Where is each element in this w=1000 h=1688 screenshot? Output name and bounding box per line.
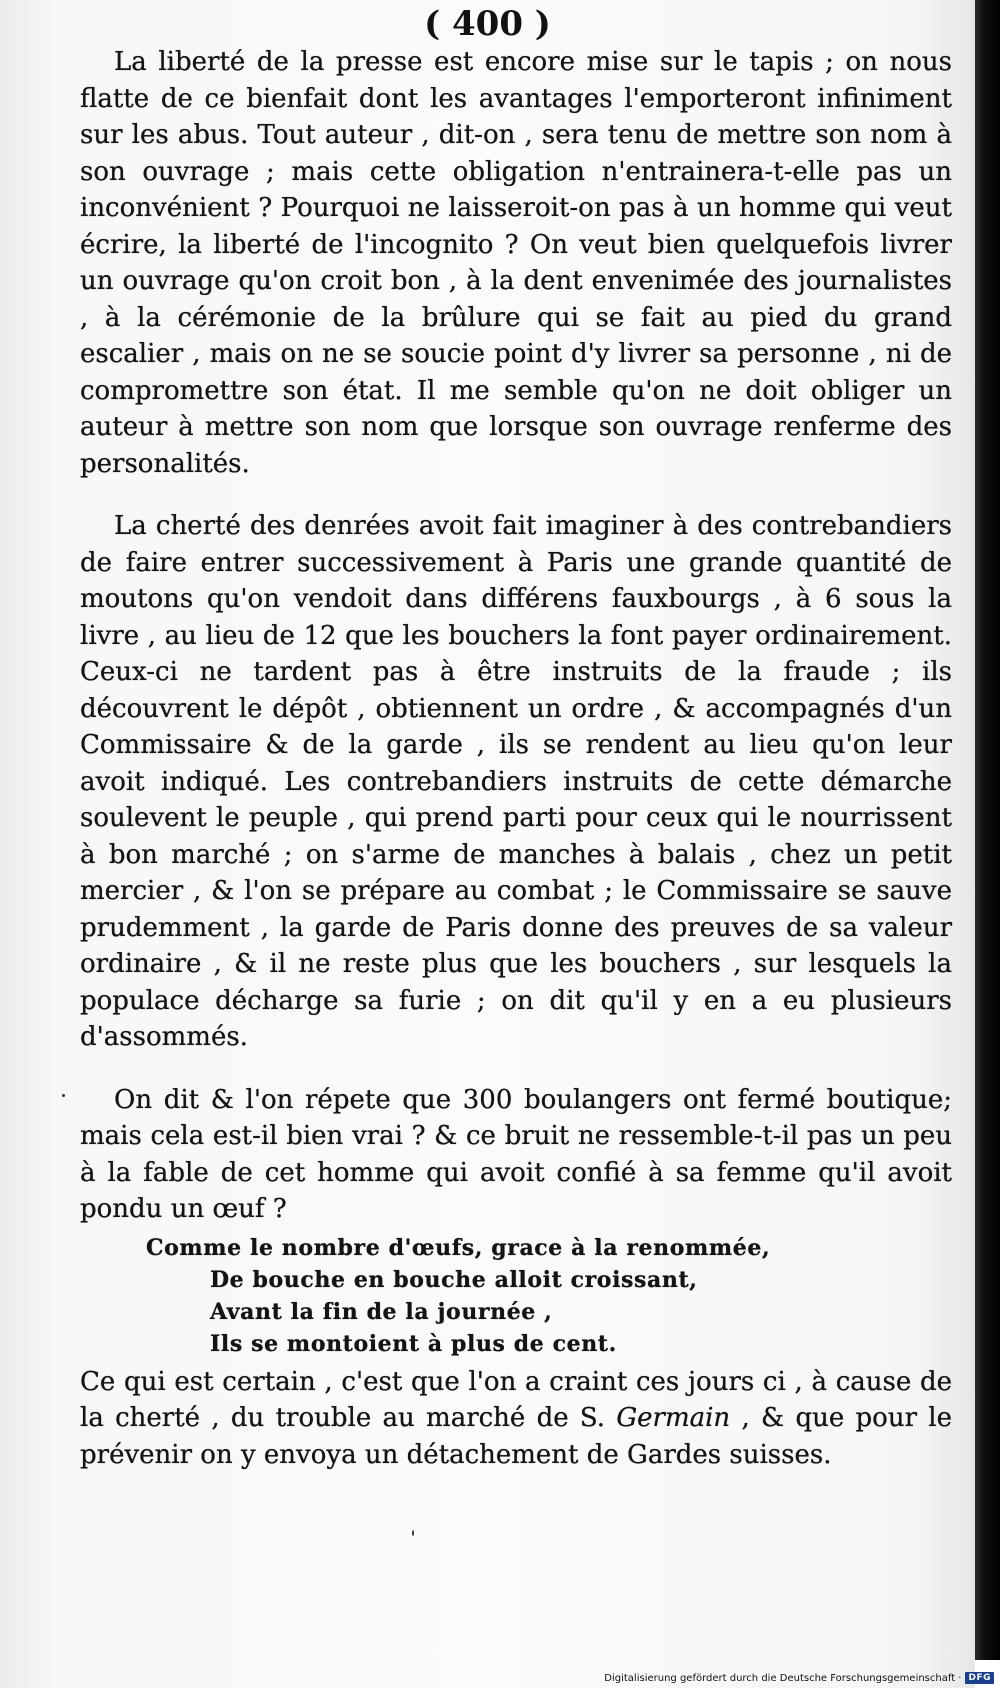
page-number: ( 400 )	[424, 4, 551, 44]
paragraph-press-freedom: La liberté de la presse est encore mise sur le tapis ; on nous flatte de ce bienfait dont les avantages l'emporteront infiniment sur les abus. Tout auteur , dit-on , sera tenu de mettre son nom à son ouvrage ; mais cette obligation n'entrainera-t-elle pas un inconvénient ? Pourquoi ne laisseroit-on pas à un homme qui veut écrire, la liberté de l'incognito ? On veut bien quelquefois livrer un ouvrage qu'on croit bon , à la dent envenimée des journalistes , à la cérémonie de la brûlure qui se fait au pied du grand escalier , mais on ne se soucie point d'y livrer sa personne , ni de compromettre son état. Il me semble qu'on ne doit obliger un auteur à mettre son nom que lorsque son ouvrage renferme des personalités.	[80, 47, 952, 479]
paragraph-closing	[80, 1364, 952, 1474]
closing-text-end: , & que pour le prévenir on y envoya un détachement de Gardes suisses.	[80, 1403, 952, 1470]
paragraph-smugglers: La cherté des denrées avoit fait imaginer à des contrebandiers de faire entrer successivement à Paris une grande quantité de moutons qu'on vendoit dans différens fauxbourgs , à 6 sous la livre , au lieu de 12 que les bouchers la font payer ordinairement. Ceux-ci ne tardent pas à être instruits de la fraude ; ils découvrent le dépôt , obtiennent un ordre , & accompagnés d'un Commissaire & de la garde , ils se rendent au lieu qu'on leur avoit indiqué. Les contrebandiers instruits de cette démarche soulevent le peuple , qui prend parti pour ceux qui le nourrissent à bon marché ; on s'arme de manches à balais , chez un petit mercier , & l'on se prépare au combat ; le Commissaire se sauve prudemment , la garde de Paris donne des preuves de sa valeur ordinaire , & il ne reste plus que les bouchers , sur lesquels la populace décharge sa furie ; on dit qu'il y en a eu plusieurs d'assommés.	[80, 511, 952, 1052]
verse-line-4: Ils se montoient à plus de cent.	[210, 1330, 617, 1357]
verse-quotation	[80, 1232, 952, 1360]
verse-line-2: De bouche en bouche alloit croissant,	[210, 1266, 698, 1293]
paragraph-bakers: On dit & l'on répete que 300 boulangers ont fermé boutique; mais cela est-il bien vrai ? & ce bruit ne ressemble-t-il pas un peu à la fable de cet homme qui avoit confié à sa femme qu'il avoit pondu un œuf ?	[80, 1084, 952, 1224]
verse-line-3: Avant la fin de la journée ,	[210, 1298, 553, 1325]
closing-text-start: Ce qui est certain , c'est que l'on a craint ces jours ci , à cause de la cherté , du trouble au marché de S.	[80, 1366, 952, 1433]
verse-line-1: Comme le nombre d'œufs, grace à la renommée,	[146, 1234, 771, 1261]
ink-speck	[412, 1530, 414, 1536]
body-text	[80, 44, 952, 1473]
ink-speck	[62, 1094, 65, 1097]
digitization-credit: Digitalisierung gefördert durch die Deutsche Forschungsgemeinschaft ·	[604, 1672, 962, 1684]
book-spine-shadow	[975, 0, 1000, 1660]
closing-italic-word: Germain	[616, 1403, 731, 1433]
dfg-logo: DFG	[965, 1672, 994, 1684]
digitization-footer	[604, 1672, 994, 1684]
